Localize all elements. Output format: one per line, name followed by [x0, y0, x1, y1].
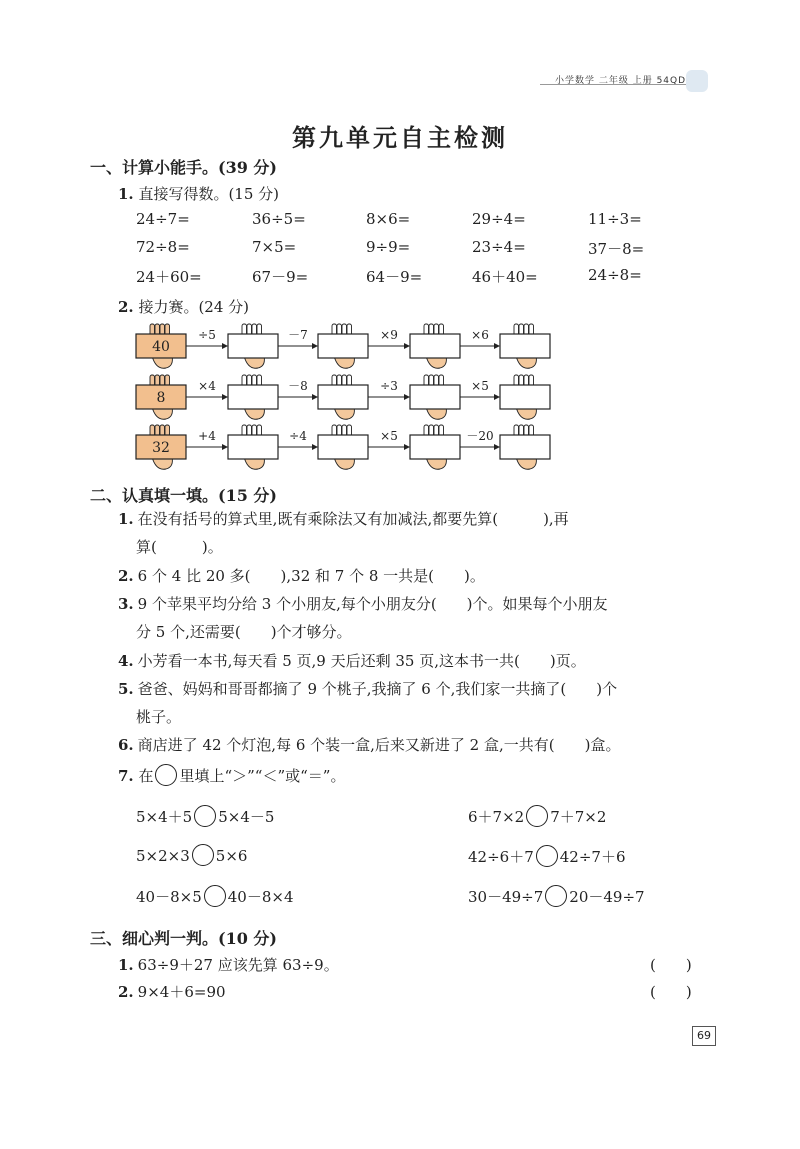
answer-box: [228, 385, 278, 409]
q7-pre: 在: [138, 767, 154, 785]
calc-item[interactable]: 29÷4=: [472, 210, 526, 228]
compare-item: [136, 806, 274, 829]
calc-item[interactable]: 37－8=: [588, 240, 645, 258]
answer-box: [500, 334, 550, 358]
judge-text: 63÷9＋27 应该先算 63÷9。: [137, 956, 339, 974]
arrowhead-icon: [404, 394, 410, 400]
calc-item[interactable]: 72÷8=: [136, 238, 190, 256]
calc-item[interactable]: 23÷4=: [472, 238, 526, 256]
answer-box: [500, 385, 550, 409]
calc-item[interactable]: 7×5=: [252, 238, 297, 256]
q2-number: 2.: [118, 298, 134, 316]
item-number: 2.: [118, 983, 134, 1001]
calc-item[interactable]: 8×6=: [366, 210, 411, 228]
calc-item[interactable]: 9÷9=: [366, 238, 411, 256]
compare-circle[interactable]: [545, 885, 567, 907]
compare-item: [136, 886, 294, 909]
page-number: 69: [692, 1026, 716, 1046]
relay-operation: ×5: [380, 429, 398, 443]
relay-operation: －8: [288, 379, 308, 393]
answer-box: [228, 334, 278, 358]
relay-operation: ×4: [198, 379, 216, 393]
compare-right: 5×6: [215, 847, 248, 865]
compare-right: 7＋7×2: [550, 808, 607, 826]
compare-circle[interactable]: [192, 844, 214, 866]
q7-post: 里填上“＞”“＜”或“＝”。: [179, 767, 346, 785]
compare-left: 6＋7×2: [468, 808, 525, 826]
answer-box: [318, 334, 368, 358]
compare-left: 40－8×5: [136, 888, 202, 906]
item-text: 算( )。: [136, 538, 223, 556]
fill-item-line: [118, 678, 617, 699]
arrowhead-icon: [404, 343, 410, 349]
relay-operation: ÷3: [380, 379, 398, 393]
answer-box: [318, 435, 368, 459]
relay-operation: ×6: [471, 328, 489, 342]
answer-box: [410, 435, 460, 459]
judge-item: [118, 981, 226, 1002]
calc-item[interactable]: 64－9=: [366, 268, 423, 286]
compare-left: 5×2×3: [136, 847, 190, 865]
judge-answer-paren[interactable]: ( ): [650, 956, 692, 974]
judge-answer-paren[interactable]: ( ): [650, 983, 692, 1001]
arrowhead-icon: [312, 444, 318, 450]
judge-text: 9×4＋6=90: [137, 983, 226, 1001]
item-text: 商店进了 42 个灯泡,每 6 个装一盒,后来又新进了 2 盒,一共有( )盒。: [137, 736, 621, 754]
answer-box: [410, 385, 460, 409]
item-text: 桃子。: [136, 708, 182, 726]
compare-right: 40－8×4: [227, 888, 294, 906]
answer-box: [228, 435, 278, 459]
answer-box: [410, 334, 460, 358]
arrowhead-icon: [222, 394, 228, 400]
q1-line: [118, 183, 279, 204]
fill-item-line: [118, 734, 620, 755]
relay-operation: －7: [288, 328, 308, 342]
relay-operation: －20: [466, 429, 494, 443]
answer-circle-icon: [155, 764, 177, 786]
item-text: 6 个 4 比 20 多( ),32 和 7 个 8 一共是( )。: [137, 567, 485, 585]
item-number: 3.: [118, 595, 134, 613]
relay-operation: ×5: [471, 379, 489, 393]
arrowhead-icon: [312, 394, 318, 400]
calc-item[interactable]: 46＋40=: [472, 268, 538, 286]
compare-left: 42÷6＋7: [468, 848, 534, 866]
start-number: 40: [152, 339, 170, 355]
arrowhead-icon: [312, 343, 318, 349]
item-text: 9 个苹果平均分给 3 个小朋友,每个小朋友分( )个。如果每个小朋友: [137, 595, 608, 613]
arrowhead-icon: [494, 343, 500, 349]
calc-item[interactable]: 24＋60=: [136, 268, 202, 286]
fill-item-line: [118, 508, 569, 529]
section2-heading: 二、认真填一填。(15 分): [90, 486, 277, 505]
q2-text: 接力赛。(24 分): [138, 298, 250, 316]
section3-heading: 三、细心判一判。(10 分): [90, 929, 277, 948]
relay-operation: +4: [198, 429, 216, 443]
relay-diagram: [0, 318, 800, 478]
arrowhead-icon: [494, 394, 500, 400]
item-number: 5.: [118, 680, 134, 698]
item-text: 小芳看一本书,每天看 5 页,9 天后还剩 35 页,这本书一共( )页。: [137, 652, 586, 670]
item-number: 4.: [118, 652, 134, 670]
arrowhead-icon: [222, 444, 228, 450]
compare-item: [468, 886, 645, 909]
compare-item: [468, 806, 606, 829]
relay-operation: ×9: [380, 328, 398, 342]
item-text: 爸爸、妈妈和哥哥都摘了 9 个桃子,我摘了 6 个,我们家一共摘了( )个: [137, 680, 618, 698]
compare-left: 5×4＋5: [136, 808, 193, 826]
calc-item[interactable]: 36÷5=: [252, 210, 306, 228]
compare-circle[interactable]: [526, 805, 548, 827]
calc-item[interactable]: 67－9=: [252, 268, 309, 286]
fill-item-line: [118, 593, 608, 614]
compare-right: 5×4－5: [218, 808, 275, 826]
q1-number: 1.: [118, 185, 134, 203]
relay-operation: ÷5: [198, 328, 216, 342]
compare-right: 42÷7＋6: [559, 848, 626, 866]
q7-line: [118, 765, 345, 788]
start-number: 32: [152, 440, 170, 456]
compare-right: 20－49÷7: [569, 888, 645, 906]
compare-item: [468, 846, 626, 869]
compare-item: [136, 846, 247, 868]
fill-item-line: [136, 706, 181, 727]
q2-line: [118, 296, 249, 317]
series-label: 小学数学 二年级 上册 54QD: [555, 76, 687, 86]
calc-item[interactable]: 24÷8=: [588, 266, 642, 284]
page-title: 第九单元自主检测: [292, 124, 508, 152]
fill-item-line: [118, 565, 485, 586]
compare-left: 30－49÷7: [468, 888, 544, 906]
compare-circle[interactable]: [194, 805, 216, 827]
item-number: 6.: [118, 736, 134, 754]
fill-item-line: [136, 536, 223, 557]
compare-circle[interactable]: [204, 885, 226, 907]
item-text: 分 5 个,还需要( )个才够分。: [136, 623, 352, 641]
arrowhead-icon: [222, 343, 228, 349]
item-number: 1.: [118, 510, 134, 528]
item-number: 1.: [118, 956, 134, 974]
q1-text: 直接写得数。(15 分): [138, 185, 280, 203]
q7-number: 7.: [118, 767, 134, 785]
judge-item: [118, 954, 339, 975]
answer-box: [500, 435, 550, 459]
cartoon-logo-icon: [686, 70, 708, 92]
arrowhead-icon: [404, 444, 410, 450]
answer-box: [318, 385, 368, 409]
calc-item[interactable]: 24÷7=: [136, 210, 190, 228]
item-number: 2.: [118, 567, 134, 585]
compare-circle[interactable]: [536, 845, 558, 867]
relay-operation: ÷4: [289, 429, 307, 443]
item-text: 在没有括号的算式里,既有乘除法又有加减法,都要先算( ),再: [137, 510, 569, 528]
start-number: 8: [156, 390, 166, 406]
fill-item-line: [118, 650, 586, 671]
fill-item-line: [136, 621, 352, 642]
calc-item[interactable]: 11÷3=: [588, 210, 642, 228]
section1-heading: 一、计算小能手。(39 分): [90, 158, 277, 177]
arrowhead-icon: [494, 444, 500, 450]
